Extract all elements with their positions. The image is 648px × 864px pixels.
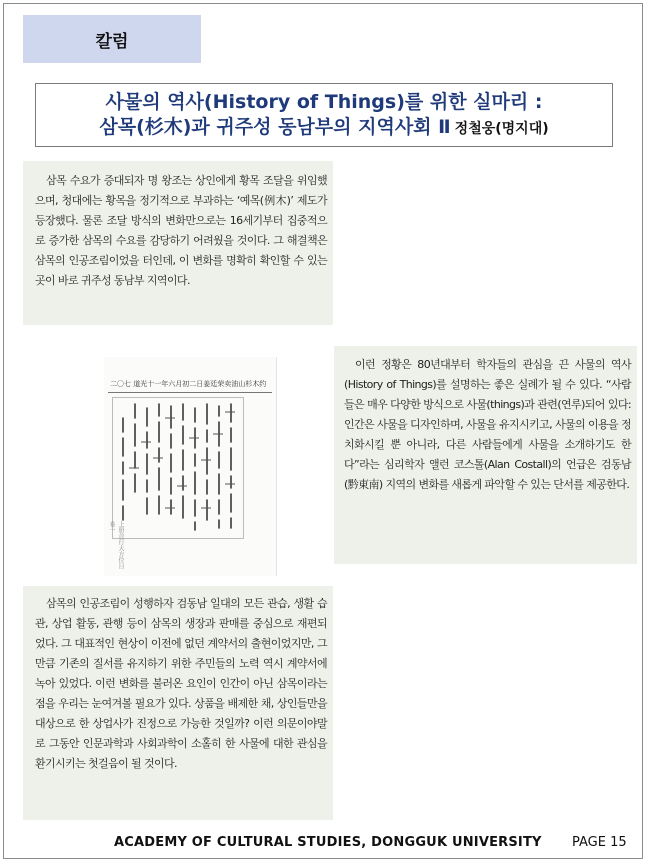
paragraph-1 [23, 161, 333, 325]
page-number: PAGE 15 [572, 835, 627, 850]
paragraph-3-text: 삼목의 인공조림이 성행하자 검동남 일대의 모든 관습, 생활 습관, 상업 활동, 관행 등이 삼목의 생장과 판매를 중심으로 재편되었다. 그 대표적인 현상이 이전에 없던 계약서의 출현이었지만, 그만큼 기존의 질서를 유지하기 위한 주민들의 노력 역시 계약서에 녹아 있었다. 이런 변화를 불러온 요인이 인간이 아닌 삼목이라는 점을 우리는 눈여겨볼 필요가 있다. 상품을 배제한 채, 상인들만을 대상으로 한 상업사가 진정으로 가능한 것일까? 이런 의문이야말로 그동안 인문과학과 사회과학이 소홀히 한 사물에 대한 관심을 환기시키는 첫걸음이 될 것이다. [35, 597, 327, 770]
title-line-1: 사물의 역사(History of Things)를 위한 실마리 : [105, 91, 543, 113]
title-line-2-text: 삼목(杉木)과 귀주성 동남부의 지역사회 Ⅱ [99, 116, 451, 138]
title-box [35, 83, 613, 147]
document-side-caption: 上册首行大方位目 卷一 [108, 521, 124, 569]
footer-institution: ACADEMY OF CULTURAL STUDIES, DONGGUK UNIVERSITY [114, 835, 542, 850]
historical-document-image [104, 357, 277, 576]
paragraph-3 [23, 586, 333, 820]
author-name: 정철웅(명지대) [454, 121, 549, 137]
document-rule [108, 392, 272, 393]
document-manuscript [112, 397, 244, 539]
manuscript-strokes [113, 398, 243, 538]
title-line-2 [36, 114, 612, 142]
document-header-text: 二〇七 道光十一年六月初二日姜廷荣卖油山杉木约 [110, 380, 267, 388]
section-tag: 칼럼 [23, 15, 201, 63]
paragraph-2 [334, 346, 637, 564]
paragraph-1-text: 삼목 수요가 증대되자 명 왕조는 상인에게 황목 조달을 위임했으며, 청대에는 황목을 정기적으로 부과하는 ‘예목(例木)’ 제도가 등장했다. 물론 조달 방식의 변화만으로는 16세기부터 집중적으로 증가한 삼목의 수요를 감당하기 어려웠을 것이다. 그 해결책은 삼목의 인공조림이었을 터인데, 이 변화를 명확히 확인할 수 있는 곳이 바로 귀주성 동남부 지역이다. [35, 174, 327, 287]
paragraph-2-text: 이런 정황은 80년대부터 학자들의 관심을 끈 사물의 역사(History of Things)를 설명하는 좋은 실례가 될 수 있다. “사람들은 매우 다양한 방식으로 사물(things)과 관련(연루)되어 있다: 인간은 사물을 디자인하며, 사물을 유지시키고, 사물의 이용을 정치화시킬 뿐 아니라, 다른 사람들에게 사물을 소개하기도 한다”라는 심리학자 앨런 코스톨(Alan Costall)의 언급은 검동남(黔東南) 지역의 변화를 새롭게 파악할 수 있는 단서를 제공한다. [344, 358, 631, 491]
